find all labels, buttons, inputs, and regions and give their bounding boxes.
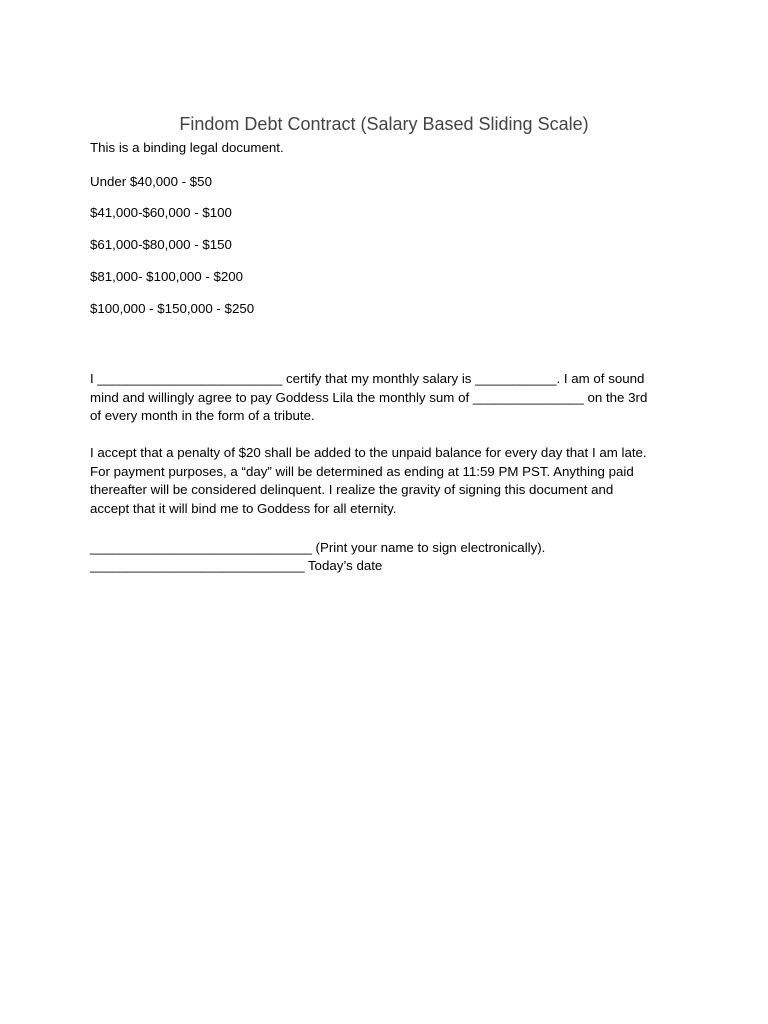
agreement-line: of every month in the form of a tribute. bbox=[90, 408, 315, 424]
agreement-line: I _________________________ certify that my monthly salary is ___________. I am of sound bbox=[90, 371, 645, 386]
signature-date-line[interactable]: _____________________________ Today’s date bbox=[90, 558, 383, 573]
intro-text: This is a binding legal document. bbox=[90, 140, 284, 155]
scale-item: $100,000 - $150,000 - $250 bbox=[90, 301, 255, 316]
agreement-paragraph bbox=[90, 370, 690, 426]
scale-item: $61,000-$80,000 - $150 bbox=[90, 237, 232, 252]
penalty-line: For payment purposes, a “day” will be determined as ending at 11:59 PM PST. Anything paid bbox=[90, 463, 634, 479]
scale-item: $41,000-$60,000 - $100 bbox=[90, 205, 232, 220]
penalty-paragraph bbox=[90, 444, 690, 519]
agreement-line: mind and willingly agree to pay Goddess Lila the monthly sum of _______________ on the 3rd bbox=[90, 389, 648, 405]
penalty-line: accept that it will bind me to Goddess for all eternity. bbox=[90, 501, 397, 517]
signature-name-line[interactable]: ______________________________ (Print your name to sign electronically). bbox=[90, 540, 546, 555]
document-title: Findom Debt Contract (Salary Based Sliding Scale) bbox=[179, 114, 589, 134]
penalty-line: thereafter will be considered delinquent. I realize the gravity of signing this document and bbox=[90, 482, 614, 498]
penalty-line: I accept that a penalty of $20 shall be added to the unpaid balance for every day that I am late. bbox=[90, 445, 647, 460]
scale-item: Under $40,000 - $50 bbox=[90, 174, 212, 189]
scale-item: $81,000- $100,000 - $200 bbox=[90, 269, 244, 284]
